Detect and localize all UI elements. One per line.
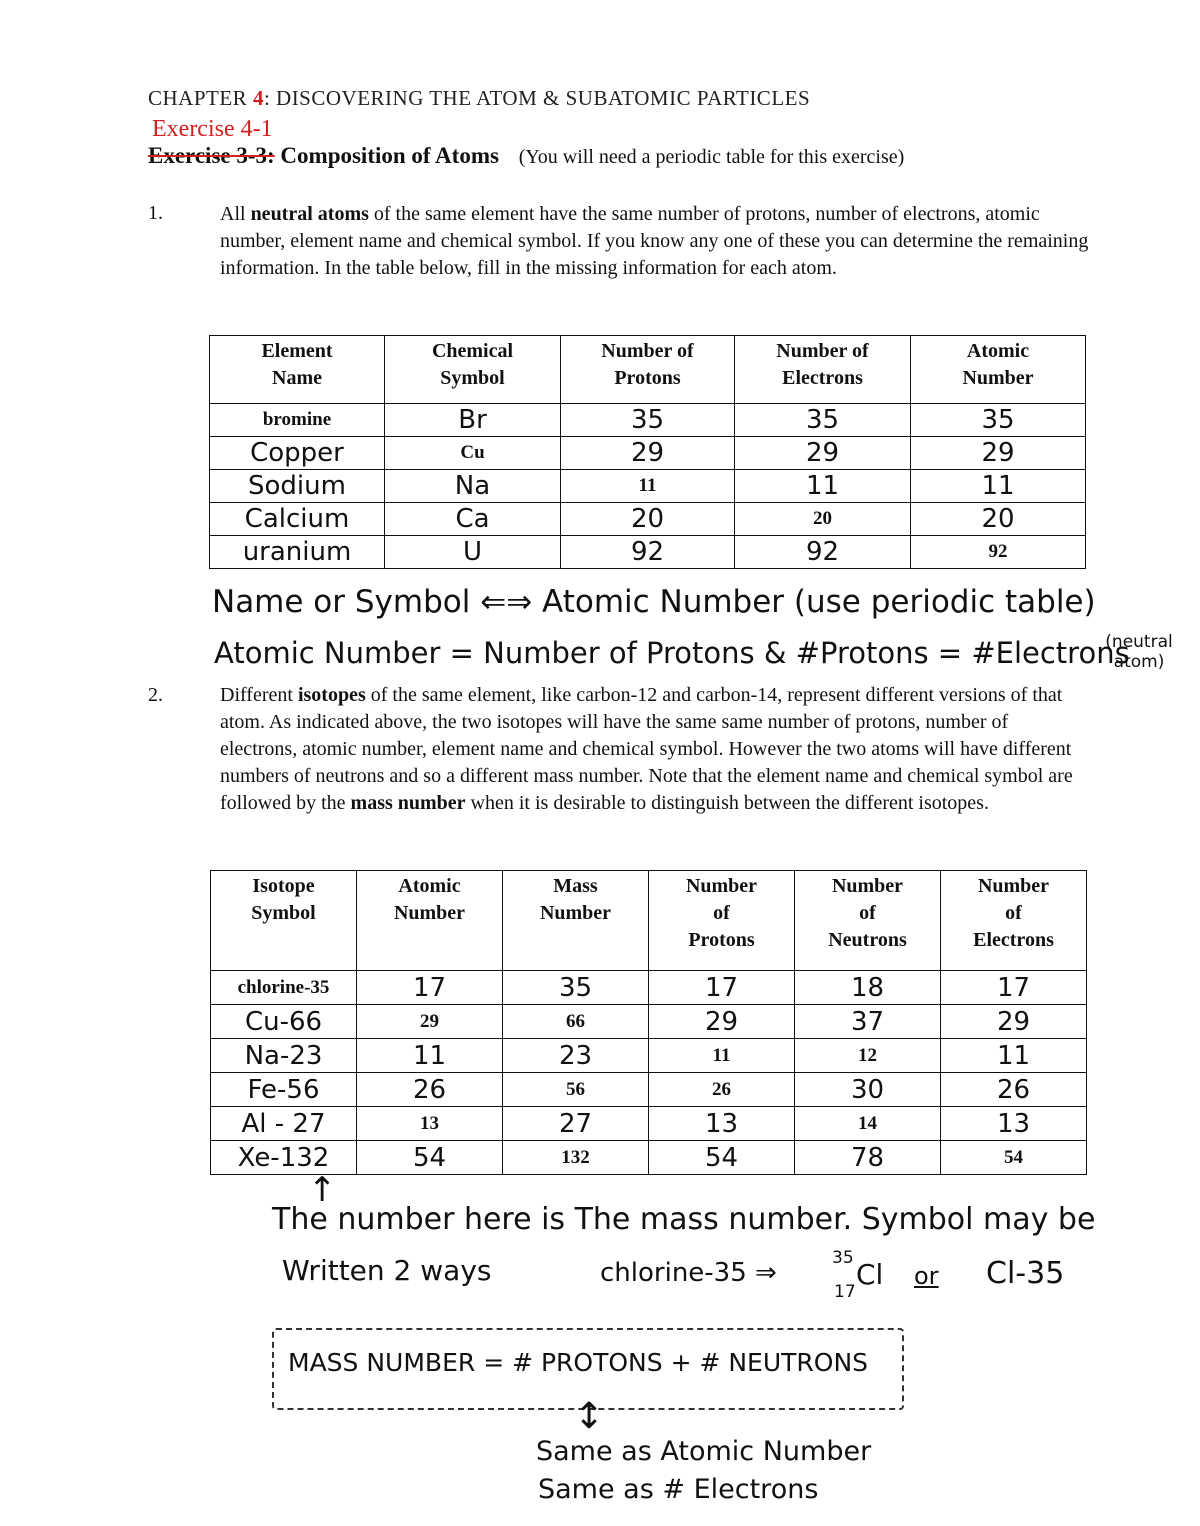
note-same-electrons: Same as # Electrons <box>538 1474 819 1505</box>
table-cell: Copper <box>210 437 385 470</box>
table-cell: 132 <box>503 1141 649 1175</box>
table-cell: 14 <box>795 1107 941 1141</box>
table-cell: 29 <box>735 437 911 470</box>
table-cell: Al - 27 <box>211 1107 357 1141</box>
table-cell: 20 <box>561 503 735 536</box>
note-written-ways: Written 2 ways <box>282 1254 492 1287</box>
table-cell: 20 <box>735 503 911 536</box>
column-header: Chemical Symbol <box>385 336 561 404</box>
chapter-number: 4 <box>252 86 264 110</box>
table-cell: 26 <box>357 1073 503 1107</box>
table-cell: 35 <box>735 404 911 437</box>
question-2-number: 2. <box>148 684 163 706</box>
note-line1-left: Name or Symbol <box>212 584 471 620</box>
table-cell: chlorine-35 <box>211 971 357 1005</box>
column-header: Atomic Number <box>911 336 1086 404</box>
column-header: Mass Number <box>503 871 649 971</box>
table-cell: 11 <box>357 1039 503 1073</box>
q2-bold-isotopes: isotopes <box>297 684 366 706</box>
table-cell: 78 <box>795 1141 941 1175</box>
table-cell: bromine <box>210 404 385 437</box>
table-cell: 11 <box>941 1039 1087 1073</box>
table-cell: 17 <box>357 971 503 1005</box>
table-cell: 29 <box>649 1005 795 1039</box>
q1-bold: neutral atoms <box>250 203 369 225</box>
table-cell: 18 <box>795 971 941 1005</box>
table-cell: 54 <box>649 1141 795 1175</box>
table-cell: 13 <box>941 1107 1087 1141</box>
formula-mass-number: MASS NUMBER = # PROTONS + # NEUTRONS <box>288 1348 869 1377</box>
table-cell: Br <box>385 404 561 437</box>
exercise-title <box>148 143 904 169</box>
table-cell: 11 <box>561 470 735 503</box>
table-cell: 29 <box>941 1005 1087 1039</box>
note-atomic-subscript: 17 <box>834 1282 856 1302</box>
table-row <box>210 470 1086 503</box>
table-row <box>211 1107 1087 1141</box>
table-cell: 92 <box>735 536 911 569</box>
table-cell: Sodium <box>210 470 385 503</box>
note-chlorine: chlorine-35 ⇒ <box>600 1258 777 1288</box>
column-header: Number of Electrons <box>735 336 911 404</box>
table-row <box>211 1039 1087 1073</box>
table-atoms-header <box>210 336 1086 404</box>
table-cell: 11 <box>649 1039 795 1073</box>
table-cell: Cu-66 <box>211 1005 357 1039</box>
table-atoms <box>209 335 1086 569</box>
question-2-text <box>220 682 1090 817</box>
question-1-text <box>220 201 1090 282</box>
table-cell: Na-23 <box>211 1039 357 1073</box>
q1-text-b: of the same element have the same number of protons, number of electrons, atomic number, element name and chemical symbol. If you know any one of these you can determine the remaining information. In the table below, fill in the missing information for each atom. <box>220 203 1089 279</box>
table-cell: 29 <box>561 437 735 470</box>
up-arrow-icon: ↑ <box>308 1170 337 1210</box>
table-cell: 11 <box>735 470 911 503</box>
question-1-number: 1. <box>148 202 163 224</box>
table-cell: 11 <box>911 470 1086 503</box>
note-line1-right: Atomic Number (use periodic table) <box>542 584 1096 620</box>
table-cell: 13 <box>357 1107 503 1141</box>
table-cell: 27 <box>503 1107 649 1141</box>
note-atomic-number: Atomic Number = Number of Protons & #Protons = #Electrons <box>214 636 1130 670</box>
table-row <box>211 971 1087 1005</box>
table-cell: 29 <box>357 1005 503 1039</box>
table-cell: 37 <box>795 1005 941 1039</box>
q2-text-a: Different <box>220 684 298 706</box>
table-row <box>211 1073 1087 1107</box>
chapter-heading <box>148 86 810 111</box>
table-row <box>210 437 1086 470</box>
table-row <box>210 503 1086 536</box>
table-cell: Na <box>385 470 561 503</box>
exercise-old-label: Exercise 3-3: <box>148 143 275 168</box>
table-cell: 29 <box>911 437 1086 470</box>
table-cell: 20 <box>911 503 1086 536</box>
table-isotopes-body <box>211 971 1087 1175</box>
column-header: Number of Protons <box>649 871 795 971</box>
note-name-symbol <box>212 584 1096 620</box>
chapter-prefix: CHAPTER <box>148 86 248 110</box>
note-mass-number: The number here is The mass number. Symbol may be <box>272 1202 1096 1237</box>
table-cell: 17 <box>941 971 1087 1005</box>
column-header: Number of Neutrons <box>795 871 941 971</box>
note-cl-symbol: Cl <box>856 1258 884 1291</box>
note-mass-superscript: 35 <box>832 1248 854 1268</box>
updown-arrow-icon: ↕ <box>574 1396 605 1437</box>
table-cell: 13 <box>649 1107 795 1141</box>
table-cell: 56 <box>503 1073 649 1107</box>
exercise-new-label: Exercise 4-1 <box>152 116 273 142</box>
q2-bold-mass: mass number <box>350 792 466 814</box>
q2-text-b: of the same element, like carbon-12 and carbon-14, represent different versions of that atom. As indicated above, the two isotopes will have the same same number of protons, number of electrons, atomic number, element name and chemical symbol. However the two atoms will have different numbers of neutrons and so a different mass number. Note that the element name and chemical symbol are followed by the <box>220 684 1073 814</box>
note-or: or <box>914 1262 939 1290</box>
exercise-title-text: Composition of Atoms <box>280 143 499 168</box>
column-header: Number of Electrons <box>941 871 1087 971</box>
table-cell: 35 <box>911 404 1086 437</box>
table-row <box>211 1005 1087 1039</box>
table-cell: 23 <box>503 1039 649 1073</box>
table-cell: 30 <box>795 1073 941 1107</box>
table-cell: 26 <box>941 1073 1087 1107</box>
q2-text-c: when it is desirable to distinguish between the different isotopes. <box>465 792 989 814</box>
table-isotopes <box>210 870 1087 1175</box>
column-header: Isotope Symbol <box>211 871 357 971</box>
table-row <box>210 404 1086 437</box>
note-neutral-atom: (neutral atom) <box>1105 632 1173 672</box>
table-cell: Fe-56 <box>211 1073 357 1107</box>
table-cell: Ca <box>385 503 561 536</box>
double-arrow-icon: ⇐⇒ <box>480 584 533 620</box>
table-cell: 35 <box>503 971 649 1005</box>
column-header: Element Name <box>210 336 385 404</box>
table-cell: Calcium <box>210 503 385 536</box>
table-row <box>211 1141 1087 1175</box>
table-cell: 35 <box>561 404 735 437</box>
table-cell: Cu <box>385 437 561 470</box>
table-cell: 92 <box>561 536 735 569</box>
table-cell: U <box>385 536 561 569</box>
chapter-title: : DISCOVERING THE ATOM & SUBATOMIC PARTICLES <box>263 86 811 110</box>
table-row <box>210 536 1086 569</box>
table-cell: 92 <box>911 536 1086 569</box>
table-cell: Xe-132 <box>211 1141 357 1175</box>
table-cell: 12 <box>795 1039 941 1073</box>
exercise-note: (You will need a periodic table for this exercise) <box>518 146 905 168</box>
q1-text-a: All <box>220 203 251 225</box>
column-header: Atomic Number <box>357 871 503 971</box>
table-cell: 26 <box>649 1073 795 1107</box>
note-same-atomic: Same as Atomic Number <box>536 1436 872 1467</box>
note-cl35: Cl-35 <box>986 1256 1065 1291</box>
table-cell: uranium <box>210 536 385 569</box>
table-isotopes-header <box>211 871 1087 971</box>
table-cell: 54 <box>941 1141 1087 1175</box>
table-atoms-body <box>210 404 1086 569</box>
table-cell: 66 <box>503 1005 649 1039</box>
column-header: Number of Protons <box>561 336 735 404</box>
table-cell: 17 <box>649 971 795 1005</box>
table-cell: 54 <box>357 1141 503 1175</box>
